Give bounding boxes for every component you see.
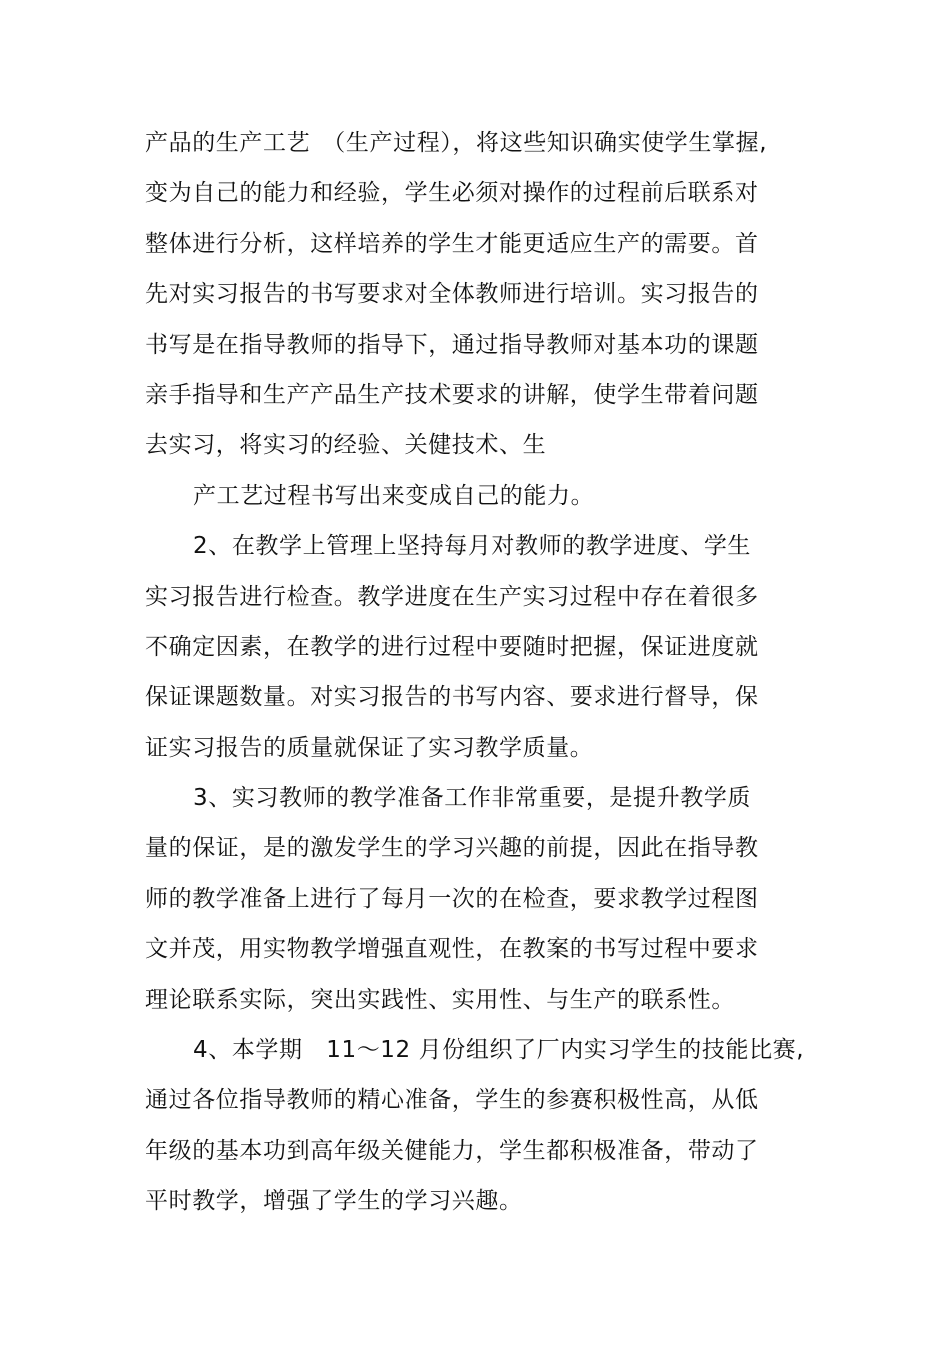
- paragraph-4-start: 4、本学期 11～12 月份组织了厂内实习学生的技能比赛,: [193, 1037, 805, 1064]
- text-line: 保证课题数量。对实习报告的书写内容、要求进行督导，保: [145, 684, 759, 711]
- text-line: 师的教学准备上进行了每月一次的在检查，要求教学过程图: [145, 885, 759, 912]
- text-line: 产工艺过程书写出来变成自己的能力。: [193, 482, 595, 509]
- paragraph-3-start: 3、实习教师的教学准备工作非常重要，是提升教学质: [193, 785, 752, 812]
- text-line: 整体进行分析，这样培养的学生才能更适应生产的需要。首: [145, 230, 759, 257]
- paragraph-2-start: 2、在教学上管理上坚持每月对教师的教学进度、学生: [193, 533, 752, 560]
- text-line: 亲手指导和生产产品生产技术要求的讲解，使学生带着问题: [145, 381, 759, 408]
- text-line: 不确定因素，在教学的进行过程中要随时把握，保证进度就: [145, 633, 759, 660]
- document-body: [145, 118, 805, 1227]
- text-line: 通过各位指导教师的精心准备，学生的参赛积极性高，从低: [145, 1087, 759, 1114]
- text-line: 先对实习报告的书写要求对全体教师进行培训。实习报告的: [145, 281, 759, 308]
- text-line: 书写是在指导教师的指导下，通过指导教师对基本功的课题: [145, 331, 759, 358]
- text-line: 证实习报告的质量就保证了实习教学质量。: [145, 734, 594, 761]
- text-line: 去实习，将实习的经验、关健技术、生: [145, 432, 547, 459]
- text-line: 平时教学，增强了学生的学习兴趣。: [145, 1188, 523, 1215]
- text-line: 产品的生产工艺 （生产过程），将这些知识确实使学生掌握,: [145, 130, 768, 156]
- text-line: 实习报告进行检查。教学进度在生产实习过程中存在着很多: [145, 583, 759, 610]
- text-line: 理论联系实际，突出实践性、实用性、与生产的联系性。: [145, 986, 735, 1013]
- text-line: 年级的基本功到高年级关健能力，学生都积极准备，带动了: [145, 1137, 759, 1164]
- text-line: 文并茂，用实物教学增强直观性，在教案的书写过程中要求: [145, 936, 759, 963]
- text-line: 变为自己的能力和经验，学生必须对操作的过程前后联系对: [145, 180, 759, 207]
- text-line: 量的保证，是的激发学生的学习兴趣的前提，因此在指导教: [145, 835, 759, 862]
